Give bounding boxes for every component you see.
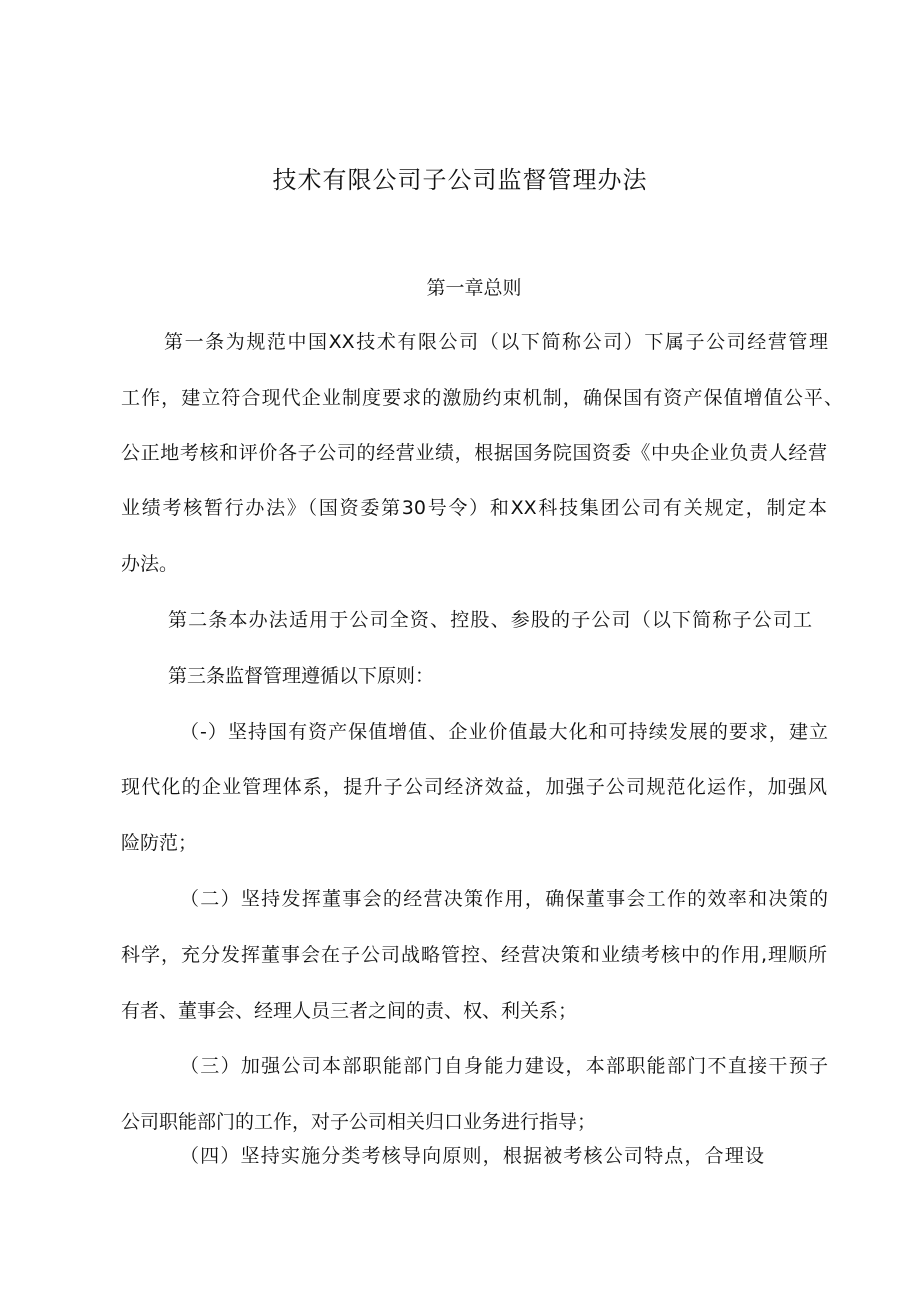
- principle-3-line-2: 公司职能部门的工作，对子公司相关归口业务进行指导；: [121, 1111, 597, 1133]
- article-3-line-1: 第三条监督管理遵循以下原则：: [168, 665, 435, 687]
- principle-3-line-1: （三）加强公司本部职能部门自身能力建设，本部职能部门不直接干预子: [180, 1055, 828, 1077]
- principle-1-line-2: 现代化的企业管理体系，提升子公司经济效益，加强子公司规范化运作，加强风: [121, 776, 827, 798]
- article-1-line-4: 业绩考核暂行办法》（国资委第30号令）和XX科技集团公司有关规定，制定本: [121, 497, 827, 519]
- article-1-line-1: 第一条为规范中国XX技术有限公司（以下简称公司）下属子公司经营管理: [164, 331, 828, 353]
- principle-2-line-3: 有者、董事会、经理人员三者之间的责、权、利关系；: [121, 1000, 578, 1022]
- principle-2-line-2: 科学，充分发挥董事会在子公司战略管控、经营决策和业绩考核中的作用,理顺所: [121, 944, 827, 966]
- article-1-line-3: 公正地考核和评价各子公司的经营业绩，根据国务院国资委《中央企业负责人经营: [121, 442, 827, 464]
- article-1-line-2: 工作，建立符合现代企业制度要求的激励约束机制，确保国有资产保值增值公平、: [121, 387, 843, 409]
- article-1-line-5: 办法。: [121, 553, 179, 575]
- principle-1-line-1: （-）坚持国有资产保值增值、企业价值最大化和可持续发展的要求，建立: [180, 721, 828, 743]
- principle-4-line-1: （四）坚持实施分类考核导向原则，根据被考核公司特点，合理设: [180, 1145, 764, 1167]
- document-title: 技术有限公司子公司监督管理办法: [272, 166, 648, 194]
- chapter-heading: 第一章总则: [426, 277, 522, 299]
- principle-2-line-1: （二）坚持发挥董事会的经营决策作用，确保董事会工作的效率和决策的: [180, 888, 828, 910]
- article-2-line-1: 第二条本办法适用于公司全资、控股、参股的子公司（以下简称子公司工: [168, 609, 812, 631]
- principle-1-line-3: 险防范；: [121, 832, 198, 854]
